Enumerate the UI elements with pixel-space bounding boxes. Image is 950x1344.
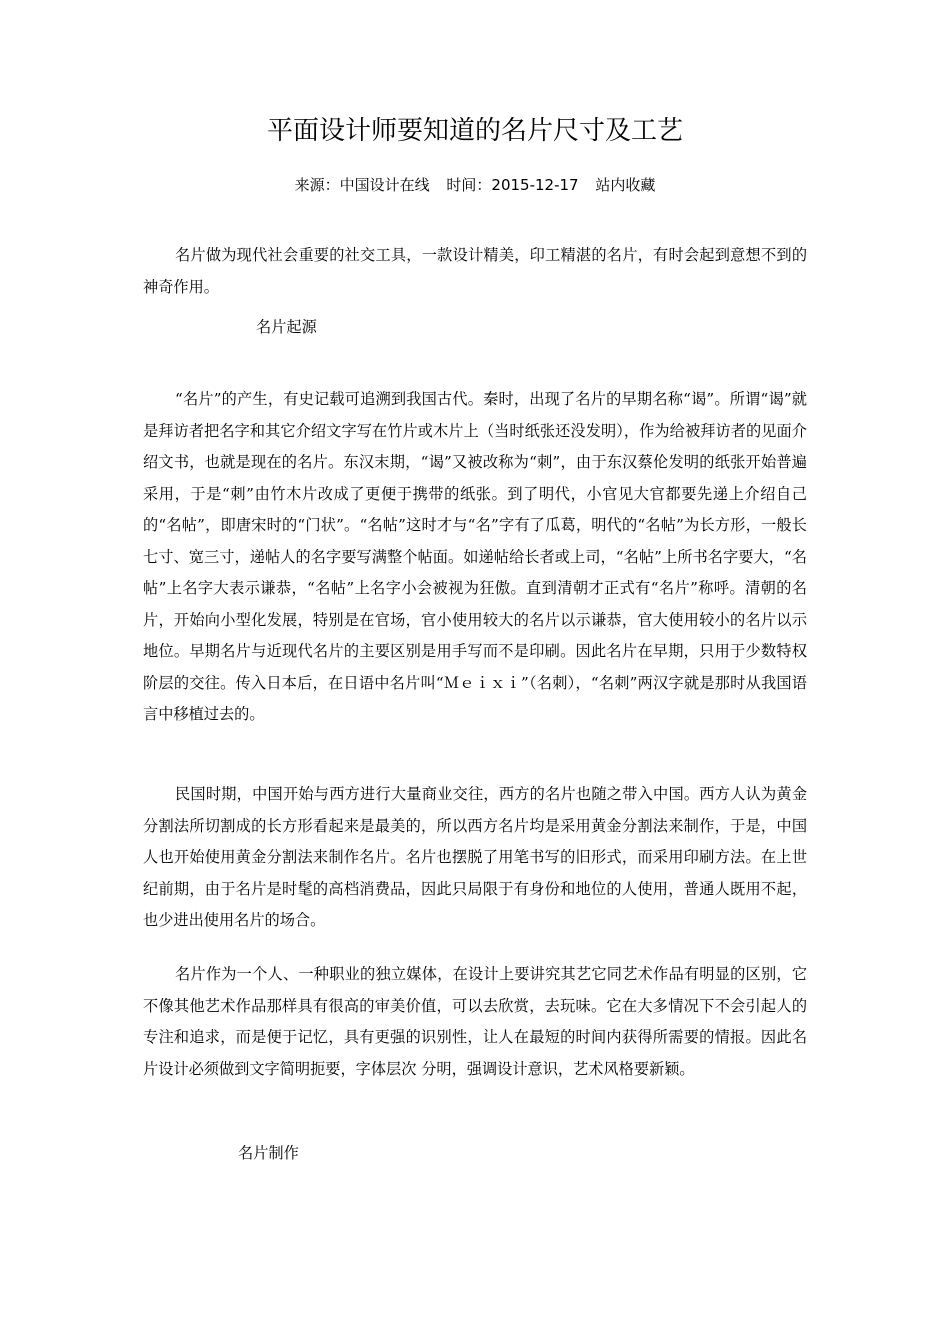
paragraph-origin-3: 名片作为一个人、一种职业的独立媒体，在设计上要讲究其艺它同艺术作品有明显的区别，它不像其他艺术作品那样具有很高的审美价值，可以去欣赏，去玩味。它在大多情况下不会引起人的专注和追求，而是便于记忆，具有更强的识别性，让人在最短的时间内获得所需要的情报。因此名片设计必须做到文字简明扼要，字体层次 分明，强调设计意识，艺术风格要新颖。	[143, 965, 807, 1078]
article-meta	[0, 174, 950, 195]
paragraph-origin-2: 民国时期，中国开始与西方进行大量商业交往，西方的名片也随之带入中国。西方人认为黄金分割法所切割成的长方形看起来是最美的，所以西方名片均是采用黄金分割法来制作，于是，中国人也开始使用黄金分割法来制作名片。名片也摆脱了用笔书写的旧形式，而采用印刷方法。在上世纪前期，由于名片是时髦的高档消费品，因此只局限于有身份和地位的人使用，普通人既用不起，也少进出使用名片的场合。	[143, 785, 807, 929]
section-heading-origin: 名片起源	[256, 318, 317, 336]
meta-favorite: 站内收藏	[595, 176, 656, 194]
page-title: 平面设计师要知道的名片尺寸及工艺	[266, 116, 683, 146]
section-heading-making: 名片制作	[238, 1144, 299, 1162]
paragraph-intro: 名片做为现代社会重要的社交工具，一款设计精美，印工精湛的名片，有时会起到意想不到的神奇作用。	[143, 246, 807, 296]
meta-time: 时间：2015-12-17	[446, 176, 579, 194]
meta-source: 来源：中国设计在线	[294, 176, 430, 194]
paragraph-origin-1: “名片”的产生，有史记载可追溯到我国古代。秦时，出现了名片的早期名称“谒”。所谓“谒”就是拜访者把名字和其它介绍文字写在竹片或木片上（当时纸张还没发明），作为给被拜访者的见面介绍文书，也就是现在的名片。东汉末期，“谒”又被改称为“刺”，由于东汉蔡伦发明的纸张开始普遍采用，于是“刺”由竹木片改成了更便于携带的纸张。到了明代，小官见大官都要先递上介绍自己的“名帖”，即唐宋时的“门状”。“名帖”这时才与“名”字有了瓜葛，明代的“名帖”为长方形，一般长七寸、宽三寸，递帖人的名字要写满整个帖面。如递帖给长者或上司，“名帖”上所书名字要大，“名帖”上名字大表示谦恭，“名帖”上名字小会被视为狂傲。直到清朝才正式有“名片”称呼。清朝的名片，开始向小型化发展，特别是在官场，官小使用较大的名片以示谦恭，官大使用较小的名片以示地位。早期名片与近现代名片的主要区别是用手写而不是印刷。因此名片在早期，只用于少数特权阶层的交往。传入日本后，在日语中名片叫“Ｍｅｉｘｉ”（名刺），“名刺”两汉字就是那时从我国语言中移植过去的。	[143, 390, 807, 723]
